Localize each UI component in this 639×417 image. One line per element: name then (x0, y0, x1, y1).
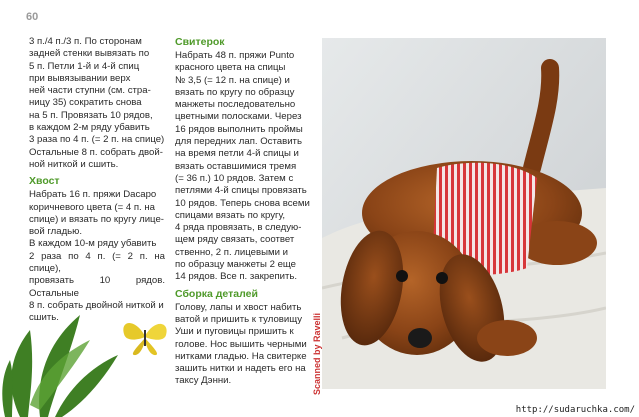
text-column-middle (175, 36, 316, 388)
section-heading-tail: Хвост (29, 175, 60, 188)
paragraph: 3 п./4 п./3 п. По сторонам задней стенки вывязать по 5 п. Петли 1-й и 4-й спиц при вывязывании верх ней части ступни (см. стра- ницу 35) сократить снова на 5 п. Провязать 10 рядов, в каждом 2-м ряду убавить 3 раза по 4 п. (= 2 п. на спице) Остальные 8 п. собрать двой- ной ниткой и сшить. (29, 36, 165, 170)
dachshund-illustration (322, 38, 606, 389)
paragraph: В каждом 10-м ряду убавить 2 раза по 4 п. (= 2 п. на спице), провязать 10 рядов. Остальные 8 п. собрать двойной ниткой и сшить. (29, 238, 165, 324)
butterfly-icon (120, 318, 170, 356)
paragraph: Голову, лапы и хвост набить ватой и пришить к туловищу Уши и пуговицы пришить к голове. Нос вышить черными нитками гладью. На свитерке зашить нитки и надеть его на таксу Дэнни. (175, 301, 307, 387)
paragraph: Набрать 16 п. пряжи Dacapo коричневого цвета (= 4 п. на спице) и вязать по кругу лице- вой гладью. (29, 189, 164, 238)
section-heading-assembly: Сборка деталей (175, 287, 258, 300)
watermark: Scanned by Ravelli (312, 312, 322, 395)
page-number: 60 (26, 11, 39, 23)
section-heading-sweater: Свитерок (175, 36, 225, 48)
paragraph: Набрать 48 п. пряжи Punto красного цвета на спицы № 3,5 (= 12 п. на спице) и вязать по кругу по образцу манжеты последовательно цветными полосками. Через 16 рядов выполнить проймы для передних лап. Оставить на время петли 4-й спицы и вязать оставшимися тремя (= 36 п.) 10 рядов. Затем с петлями 4-й спицы провязать 10 рядов. Теперь снова всеми спицами вязать по кругу, 4 ряда провязать, в следую- щем ряду связать, соответ ственно, 2 п. лицевыми и по образцу манжеты 2 еще 14 рядов. Все п. закрепить. (175, 50, 310, 283)
plant-leaves-icon (0, 295, 120, 417)
source-url[interactable]: http://sudaruchka.com/ (515, 405, 635, 415)
dachshund-toy-photo (322, 38, 606, 389)
text-column-left (29, 36, 165, 325)
